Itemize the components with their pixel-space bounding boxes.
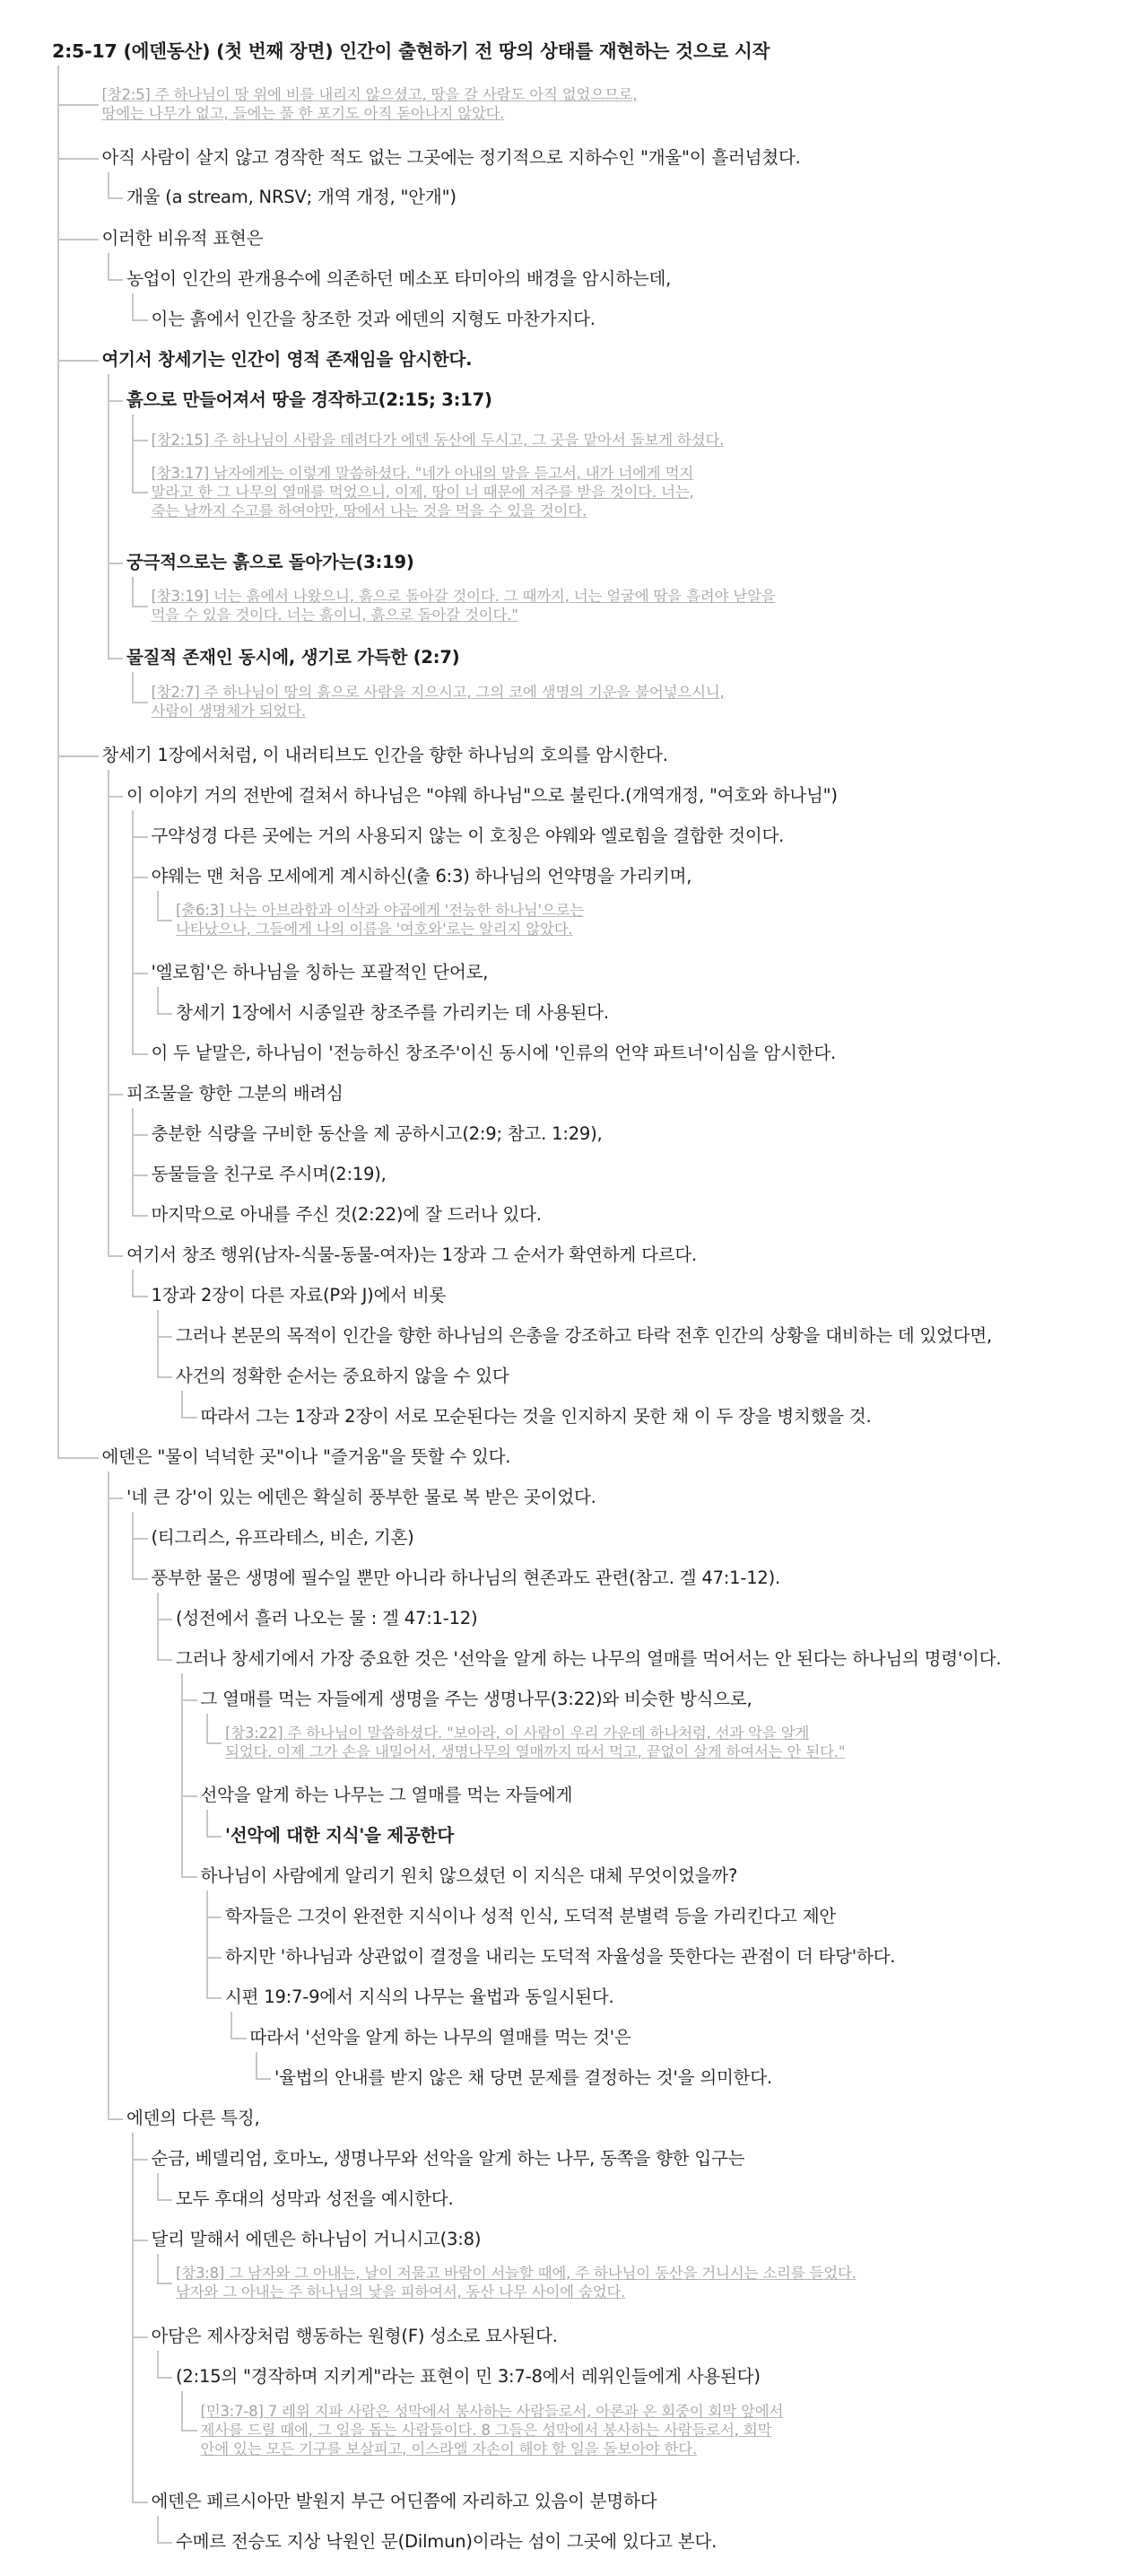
scripture-quote-line: [창2:7] 주 하나님이 땅의 흙으로 사람을 지으시고, 그의 코에 생명의 기운을 불어넣으시니, [151, 684, 725, 701]
tree-connector [181, 1391, 197, 1419]
outline-item: 창세기 1장에서처럼, 이 내러티브도 인간을 향한 하나님의 호의를 암시한다. [101, 745, 668, 765]
outline-item: 그러나 창세기에서 가장 중요한 것은 '선악을 알게 하는 나무의 열매를 먹어서는 안 된다는 하나님의 명령'이다. [176, 1648, 1002, 1669]
outline-item: 에덴은 "물이 넉넉한 곳"이나 "즐거움"을 뜻할 수 있다. [101, 1446, 511, 1467]
outline-item: 하나님이 사람에게 알리기 원치 않으셨던 이 지식은 대체 무엇이었을까? [200, 1865, 738, 1886]
tree-connector [108, 1471, 124, 2120]
outline-item: 마지막으로 아내를 주신 것(2:22)에 잘 드러나 있다. [151, 1204, 542, 1225]
tree-connector [108, 374, 124, 402]
scripture-quote-line: 먹을 수 있을 것이다. 너는 흙이니, 흙으로 돌아갈 것이다." [151, 607, 518, 624]
outline-item: 선악을 알게 하는 나무는 그 열매를 먹는 자들에게 [200, 1785, 573, 1805]
outline-item: 흙으로 만들어져서 땅을 경작하고(2:15; 3:17) [126, 389, 492, 410]
outline-item: 모두 후대의 성막과 성전을 예시한다. [176, 2188, 454, 2209]
outline-item: 1장과 2장이 다른 자료(P와 J)에서 비롯 [151, 1285, 447, 1305]
scripture-quote [102, 85, 638, 123]
outline-item: 순금, 베델리엄, 호마노, 생명나무와 선악을 알게 하는 나무, 동쪽을 향한 입구는 [151, 2148, 745, 2169]
outline-item: 이는 흙에서 인간을 창조한 것과 에덴의 지형도 마찬가지다. [151, 309, 596, 329]
tree-connector [132, 2133, 148, 2161]
outline-item: 아담은 제사장처럼 행동하는 원형(F) 성소로 묘사된다. [151, 2326, 558, 2346]
scripture-quote [152, 587, 776, 624]
outline-item: 사건의 정확한 순서는 중요하지 않을 수 있다 [176, 1366, 509, 1386]
scripture-quote-line: 안에 있는 모든 기구를 보살피고, 이스라엘 자손이 해야 할 일을 돌보아야 한다. [200, 2441, 697, 2458]
tree-connector [108, 172, 124, 199]
outline-item: 달리 말해서 에덴은 하나님이 거니시고(3:8) [151, 2229, 482, 2249]
outline-item: 이 이야기 거의 전반에 걸쳐서 하나님은 "야웨 하나님"으로 불린다.(개역개정, "여호와 하나님") [126, 785, 838, 806]
tree-connector [108, 253, 124, 281]
scripture-quote-line: 죽는 날까지 수고를 하여야만, 땅에서 나는 것을 먹을 수 있을 것이다. [151, 502, 587, 520]
scripture-quote [152, 683, 725, 720]
tree-connector [157, 2254, 173, 2284]
scripture-quote-line: [창3:17] 남자에게는 이렇게 말씀하셨다. "네가 아내의 말을 듣고서, 내가 너에게 먹지 [151, 465, 694, 482]
page-title: 2:5-17 (에덴동산) (첫 번째 장면) 인간이 출현하기 전 땅의 상태를 재현하는 것으로 시작 [52, 40, 770, 62]
scripture-quote-line: 남자와 그 아내는 주 하나님의 낯을 피하여서, 동산 나무 사이에 숨었다. [176, 2283, 626, 2301]
tree-connector [108, 770, 124, 798]
outline-item: '율법의 안내를 받지 않은 채 당면 문제를 결정하는 것'을 의미한다. [274, 2067, 772, 2088]
outline-item: 이러한 비유적 표현은 [101, 228, 264, 249]
outline-item: 하지만 '하나님과 상관없이 결정을 내리는 도덕적 자율성을 뜻한다는 관점이 더 타당'하다. [225, 1946, 896, 1967]
outline-item: 충분한 식량을 구비한 동산을 제 공하시고(2:9; 참고. 1:29), [151, 1123, 603, 1144]
outline-item: 개울 (a stream, NRSV; 개역 개정, "안개") [126, 187, 457, 207]
outline-item: (성전에서 흘러 나오는 물 : 겔 47:1-12) [176, 1608, 478, 1629]
scripture-quote-line: 땅에는 나무가 없고, 들에는 풀 한 포기도 아직 돋아나지 않았다. [101, 105, 505, 122]
outline-item: '선악에 대한 지식'을 제공한다 [225, 1825, 454, 1846]
tree-connector [157, 891, 173, 921]
scripture-quote-line: [창3:19] 너는 흙에서 나왔으니, 흙으로 돌아갈 것이다. 그 때까지, 너는 얼굴에 땀을 흘려야 낟알을 [151, 588, 776, 605]
scripture-quote [225, 1724, 845, 1761]
outline-item: 그 열매를 먹는 자들에게 생명을 주는 생명나무(3:22)와 비슷한 방식으로, [200, 1689, 752, 1709]
outline-item: 학자들은 그것이 완전한 지식이나 성적 인식, 도덕적 분별력 등을 가리킨다고 제안 [225, 1906, 837, 1926]
scripture-quote-line: [민3:7-8] 7 레위 지파 사람은 성막에서 봉사하는 사람들로서, 아론과 온 회중이 회막 앞에서 [200, 2403, 784, 2420]
tree-connector [108, 374, 124, 564]
tree-connector [157, 2173, 173, 2201]
outline-item: (티그리스, 유프라테스, 비손, 기혼) [151, 1527, 414, 1548]
scripture-quote-line: 제사를 드릴 때에, 그 일을 돕는 사람들이다. 8 그들은 성막에서 봉사하는 사람들로서, 회막 [200, 2422, 772, 2439]
scripture-quote [152, 464, 694, 520]
scripture-quote-line: [창3:8] 그 남자와 그 아내는, 날이 저물고 바람이 서늘할 때에, 주 하나님이 동산을 거니시는 소리를 들었다. [176, 2265, 857, 2282]
tree-connector [132, 293, 148, 321]
outline-item: 동물들을 친구로 주시며(2:19), [151, 1164, 387, 1184]
scripture-quote-line: 말라고 한 그 나무의 열매를 먹었으니, 이제, 땅이 너 때문에 저주를 받을 것이다. 너는, [151, 484, 694, 501]
tree-connector [157, 1310, 173, 1338]
tree-connector [230, 2012, 247, 2039]
scripture-quote [201, 2402, 784, 2458]
outline-item: 여기서 창조 행위(남자-식물-동물-여자)는 1장과 그 순서가 확연하게 다르다. [126, 1244, 697, 1265]
scripture-quote-line: [창3:22] 주 하나님이 말씀하셨다. "보아라, 이 사람이 우리 가운데 하나처럼, 선과 악을 알게 [225, 1725, 810, 1742]
outline-item: 궁극적으로는 흙으로 돌아가는(3:19) [126, 552, 414, 572]
tree-connector [181, 1673, 197, 1701]
tree-connector [57, 65, 99, 106]
outline-item: 에덴의 다른 특징, [126, 2108, 260, 2128]
tree-connector [132, 415, 148, 441]
scripture-quote-line: [창2:5] 주 하나님이 땅 위에 비를 내리지 않으셨고, 땅을 갈 사람도 아직 없었으므로, [101, 86, 638, 103]
tree-connector [132, 672, 148, 703]
scripture-quote-line: 되었다. 이제 그가 손을 내밀어서, 생명나무의 열매까지 따서 먹고, 끝없이 살게 하여서는 안 된다." [225, 1743, 846, 1760]
outline-item: '네 큰 강'이 있는 에덴은 확실히 풍부한 물로 복 받은 곳이었다. [126, 1487, 596, 1507]
tree-connector [108, 1471, 124, 1499]
outline-item: 에덴은 페르시아만 발원지 부근 어딘쯤에 자리하고 있음이 분명하다 [151, 2491, 657, 2511]
tree-connector [157, 2351, 173, 2379]
outline-item: 그러나 본문의 목적이 인간을 향한 하나님의 은총을 강조하고 타락 전후 인간의 상황을 대비하는 데 있었다면, [176, 1325, 993, 1346]
outline-item: 풍부한 물은 생명에 필수일 뿐만 아니라 하나님의 현존과도 관련(참고. 겔 47:1-12). [151, 1567, 781, 1588]
tree-connector [157, 2516, 173, 2544]
outline-item: 따라서 그는 1장과 2장이 서로 모순된다는 것을 인지하지 못한 채 이 두 장을 병치했을 것. [200, 1406, 872, 1427]
scripture-quote [152, 431, 725, 450]
outline-item: 수메르 전승도 지상 낙원인 문(Dilmun)이라는 섬이 그곳에 있다고 본다. [176, 2531, 718, 2552]
scripture-quote-line: 사람이 생명체가 되었다. [151, 703, 307, 720]
tree-connector [132, 1512, 148, 1540]
outline-item: 야웨는 맨 처음 모세에게 계시하신(출 6:3) 하나님의 언약명을 가리키며, [151, 866, 692, 886]
scripture-quote [176, 901, 584, 939]
outline-item: 따라서 '선악을 알게 하는 나무의 열매를 먹는 것'은 [249, 2027, 631, 2048]
outline-item: 물질적 존재인 동시에, 생기로 가득한 (2:7) [126, 647, 460, 668]
scripture-quote-line: [출6:3] 나는 아브라함과 이삭과 야곱에게 '전능한 하나님'으로는 [176, 902, 585, 919]
outline-item: 피조물을 향한 그분의 배려심 [126, 1083, 344, 1104]
tree-connector [157, 1593, 173, 1620]
tree-connector [157, 987, 173, 1015]
tree-connector [108, 770, 124, 1096]
outline-item: 창세기 1장에서 시종일관 창조주를 가리키는 데 사용된다. [176, 1002, 609, 1023]
outline-item: 구약성경 다른 곳에는 거의 사용되지 않는 이 호칭은 야웨와 엘로힘을 결합한 것이다. [151, 825, 785, 846]
tree-connector [206, 1810, 222, 1838]
tree-connector [132, 810, 148, 838]
outline-item: 여기서 창세기는 인간이 영적 존재임을 암시한다. [101, 349, 473, 370]
scripture-quote [176, 2264, 857, 2301]
tree-connector [181, 2391, 197, 2432]
outline-item: 시편 19:7-9에서 지식의 나무는 율법과 동일시된다. [225, 1987, 614, 2007]
scripture-quote-line: 나타났으나, 그들에게 나의 이름을 '여호와'로는 알리지 않았다. [176, 921, 573, 938]
outline-item: 이 두 낱말은, 하나님이 '전능하신 창조주'이신 동시에 '인류의 언약 파트너'이심을 암시한다. [151, 1043, 837, 1063]
outline-item: 농업이 인간의 관개용수에 의존하던 메소포 타미아의 배경을 암시하는데, [126, 268, 672, 289]
tree-connector [132, 1108, 148, 1136]
tree-connector [132, 577, 148, 607]
tree-connector [132, 1270, 148, 1297]
outline-item: (2:15의 "경작하며 지키게"라는 표현이 민 3:7-8에서 레위인들에게 사용된다) [176, 2366, 761, 2387]
tree-connector [206, 1714, 222, 1744]
outline-item: '엘로힘'은 하나님을 칭하는 포괄적인 단어로, [151, 962, 489, 982]
tree-connector [256, 2052, 272, 2080]
tree-connector [206, 1891, 222, 1918]
scripture-quote-line: [창2:15] 주 하나님이 사람을 데려다가 에덴 동산에 두시고, 그 곳을 맡아서 돌보게 하셨다. [151, 432, 725, 449]
outline-item: 아직 사람이 살지 않고 경작한 적도 없는 그곳에는 정기적으로 지하수인 "개울"이 흘러넘쳤다. [101, 147, 801, 168]
